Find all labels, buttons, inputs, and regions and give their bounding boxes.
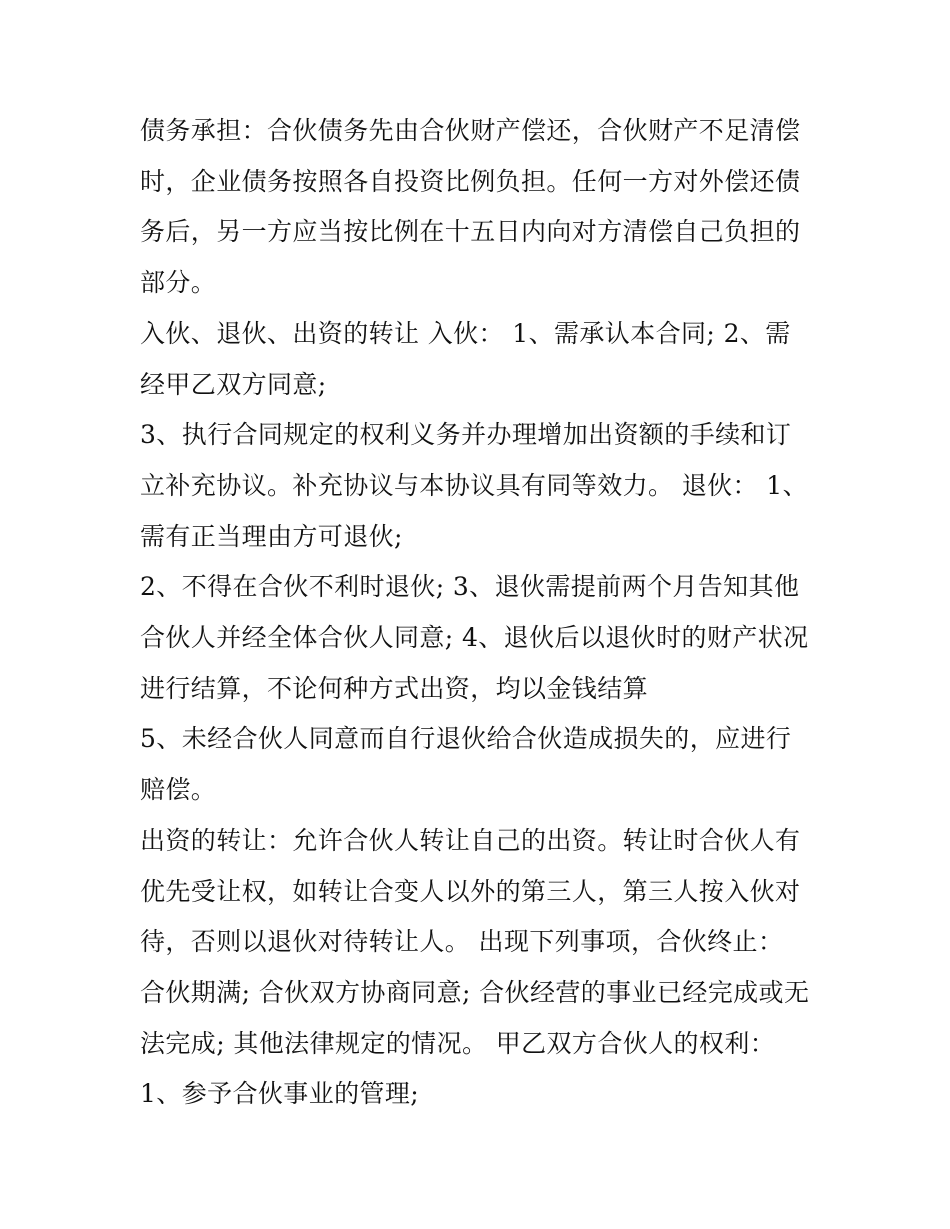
paragraph-withdrawal-rules: 2、不得在合伙不利时退伙; 3、退伙需提前两个月告知其他合伙人并经全体合伙人同意; 4、退伙后以退伙时的财产状况进行结算，不论何种方式出资，均以金钱结算 bbox=[140, 572, 809, 703]
paragraph-termination-rights: 合伙期满; 合伙双方协商同意; 合伙经营的事业已经完成或无法完成; 其他法律规定的情况。 甲乙双方合伙人的权利： 1、参予合伙事业的管理; bbox=[140, 977, 810, 1109]
paragraph-joining: 入伙、退伙、出资的转让 入伙： 1、需承认本合同; 2、需经甲乙双方同意; bbox=[140, 318, 791, 399]
document-body bbox=[140, 106, 812, 1120]
paragraph-debt-liability: 债务承担：合伙债务先由合伙财产偿还，合伙财产不足清偿时，企业债务按照各自投资比例负担。任何一方对外偿还债务后，另一方应当按比例在十五日内向对方清偿自己负担的部分。 bbox=[140, 116, 801, 298]
paragraph-obligations-withdrawal: 3、执行合同规定的权利义务并办理增加出资额的手续和订立补充协议。补充协议与本协议具有同等效力。 退伙： 1、需有正当理由方可退伙; bbox=[140, 420, 809, 551]
paragraph-capital-transfer: 出资的转让：允许合伙人转让自己的出资。转让时合伙人有优先受让权，如转让合变人以外的第三人，第三人按入伙对待，否则以退伙对待转让人。 出现下列事项，合伙终止： bbox=[140, 825, 801, 957]
paragraph-compensation: 5、未经合伙人同意而自行退伙给合伙造成损失的，应进行赔偿。 bbox=[140, 724, 792, 805]
